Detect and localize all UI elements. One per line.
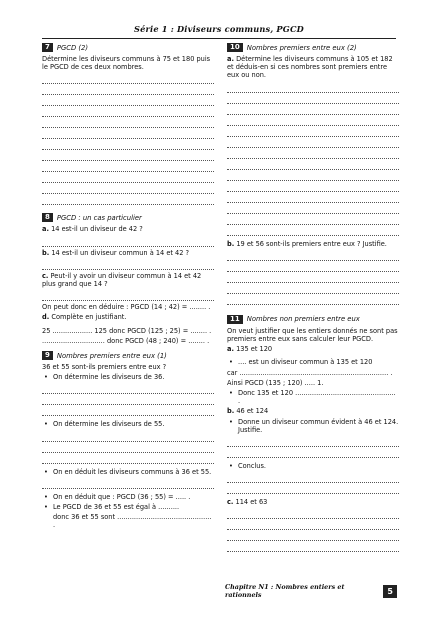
- answer-line[interactable]: [42, 117, 214, 128]
- right-column: [227, 43, 399, 552]
- step-bullet: • .... est un diviseur commun à 135 et 120: [227, 358, 399, 366]
- question-a: a. Détermine les diviseurs communs à 105 et 182 et déduis-en si ces nombres sont premiers entre eux ou non.: [227, 55, 393, 80]
- answer-line[interactable]: [227, 181, 399, 192]
- answer-line[interactable]: [227, 272, 399, 283]
- step-bullet: • Donc 135 et 120 ................................................ .: [227, 389, 399, 405]
- answer-line[interactable]: [42, 236, 214, 247]
- exercise-number: 11: [227, 315, 243, 324]
- answer-line[interactable]: [42, 161, 214, 172]
- answer-line[interactable]: [227, 261, 399, 272]
- exercise-title: Nombres premiers entre eux (1): [56, 351, 167, 360]
- exercise-7: [42, 43, 214, 205]
- answer-line[interactable]: [227, 214, 399, 225]
- answer-line[interactable]: [227, 250, 399, 261]
- answer-line[interactable]: [227, 541, 399, 552]
- answer-line[interactable]: [227, 126, 399, 137]
- answer-line[interactable]: [227, 447, 399, 458]
- complete-line-2: .............................. donc PGCD (48 ; 240) = ........ .: [42, 336, 210, 345]
- exercise-11: [227, 315, 399, 553]
- question-b: b. 19 et 56 sont-ils premiers entre eux ? Justifie.: [227, 239, 387, 248]
- exercise-8: [42, 213, 214, 345]
- answer-line[interactable]: [227, 203, 399, 214]
- page-footer: [225, 585, 397, 597]
- answer-line[interactable]: [42, 383, 214, 394]
- step-bullet: • On en déduit les diviseurs communs à 36 et 55.: [42, 468, 214, 476]
- conclusion-line: donc 36 et 55 sont ............................................. .: [53, 513, 212, 530]
- pgcd-line: Ainsi PGCD (135 ; 120) ..... 1.: [227, 378, 324, 387]
- answer-line[interactable]: [42, 442, 214, 453]
- answer-line[interactable]: [227, 137, 399, 148]
- step-bullet: • Donne un diviseur commun évident à 46 et 124. Justifie.: [227, 418, 399, 434]
- answer-line[interactable]: [227, 530, 399, 541]
- exercise-intro: On veut justifier que les entiers donnés ne sont pas premiers entre eux sans calculer leur PGCD.: [227, 326, 398, 344]
- answer-line[interactable]: [42, 453, 214, 464]
- left-column: [42, 43, 214, 532]
- answer-line[interactable]: [227, 192, 399, 203]
- step-bullet: • Le PGCD de 36 et 55 est égal à ..........: [42, 503, 214, 511]
- answer-line[interactable]: [42, 405, 214, 416]
- answer-line[interactable]: [42, 84, 214, 95]
- answer-line[interactable]: [42, 150, 214, 161]
- answer-line[interactable]: [42, 290, 214, 301]
- complete-line-1: 25 ................... 125 donc PGCD (125 ; 25) = ........ .: [42, 326, 212, 335]
- question-d: d. Complète en justifiant.: [42, 313, 127, 322]
- answer-line[interactable]: [227, 294, 399, 305]
- exercise-number: 10: [227, 43, 243, 52]
- answer-line[interactable]: [227, 472, 399, 483]
- answer-line[interactable]: [42, 183, 214, 194]
- answer-line[interactable]: [42, 139, 214, 150]
- answer-line[interactable]: [227, 148, 399, 159]
- answer-line[interactable]: [42, 128, 214, 139]
- question-c: c. 114 et 63: [227, 498, 268, 507]
- exercise-number: 9: [42, 351, 53, 360]
- answer-line[interactable]: [42, 95, 214, 106]
- chapter-title: Chapitre N1 : Nombres entiers et rationnels: [225, 583, 345, 599]
- question-a: a. 14 est-il un diviseur de 42 ?: [42, 225, 143, 234]
- answer-line[interactable]: [42, 259, 214, 270]
- answer-line[interactable]: [42, 73, 214, 84]
- exercise-instruction: Détermine les diviseurs communs à 75 et 180 puis le PGCD de ces deux nombres.: [42, 55, 211, 72]
- answer-line[interactable]: [227, 483, 399, 494]
- exercise-title: PGCD : un cas particulier: [56, 213, 142, 222]
- question-c: c. Peut-il y avoir un diviseur commun à 14 et 42 plus grand que 14 ?: [42, 271, 202, 289]
- answer-line[interactable]: [227, 159, 399, 170]
- answer-line[interactable]: [227, 508, 399, 519]
- exercise-title: Nombres premiers entre eux (2): [246, 43, 357, 52]
- question-a: a. 135 et 120: [227, 345, 273, 354]
- answer-line[interactable]: [42, 431, 214, 442]
- answer-line[interactable]: [42, 194, 214, 205]
- answer-line[interactable]: [227, 93, 399, 104]
- question-b: b. 46 et 124: [227, 407, 269, 416]
- answer-line[interactable]: [227, 170, 399, 181]
- step-bullet: • On détermine les diviseurs de 36.: [42, 373, 214, 381]
- exercise-number: 7: [42, 43, 53, 52]
- step-bullet: • On détermine les diviseurs de 55.: [42, 420, 214, 428]
- exercise-10: [227, 43, 399, 305]
- exercise-title: PGCD (2): [56, 43, 89, 52]
- deduction-line: On peut donc en déduire : PGCD (14 ; 42) = ........ .: [42, 303, 211, 312]
- exercise-9: [42, 351, 214, 530]
- page-number: 5: [383, 585, 397, 598]
- step-bullet: • On en déduit que : PGCD (36 ; 55) = ..... .: [42, 493, 214, 501]
- question-b: b. 14 est-il un diviseur commun à 14 et 42 ?: [42, 248, 190, 257]
- answer-line[interactable]: [42, 394, 214, 405]
- reason-line: car ....................................................................... .: [227, 368, 393, 377]
- page-header: Série 1 : Diviseurs communs, PGCD: [42, 24, 396, 39]
- answer-line[interactable]: [227, 115, 399, 126]
- answer-line[interactable]: [227, 436, 399, 447]
- exercise-title: Nombres non premiers entre eux: [246, 315, 360, 324]
- step-bullet: • Conclus.: [227, 462, 399, 470]
- answer-line[interactable]: [227, 104, 399, 115]
- answer-line[interactable]: [227, 283, 399, 294]
- answer-line[interactable]: [42, 106, 214, 117]
- answer-line[interactable]: [42, 478, 214, 489]
- answer-line[interactable]: [227, 225, 399, 236]
- exercise-number: 8: [42, 213, 53, 222]
- exercise-intro: 36 et 55 sont-ils premiers entre eux ?: [42, 363, 167, 372]
- answer-line[interactable]: [227, 82, 399, 93]
- answer-line[interactable]: [227, 519, 399, 530]
- answer-line[interactable]: [42, 172, 214, 183]
